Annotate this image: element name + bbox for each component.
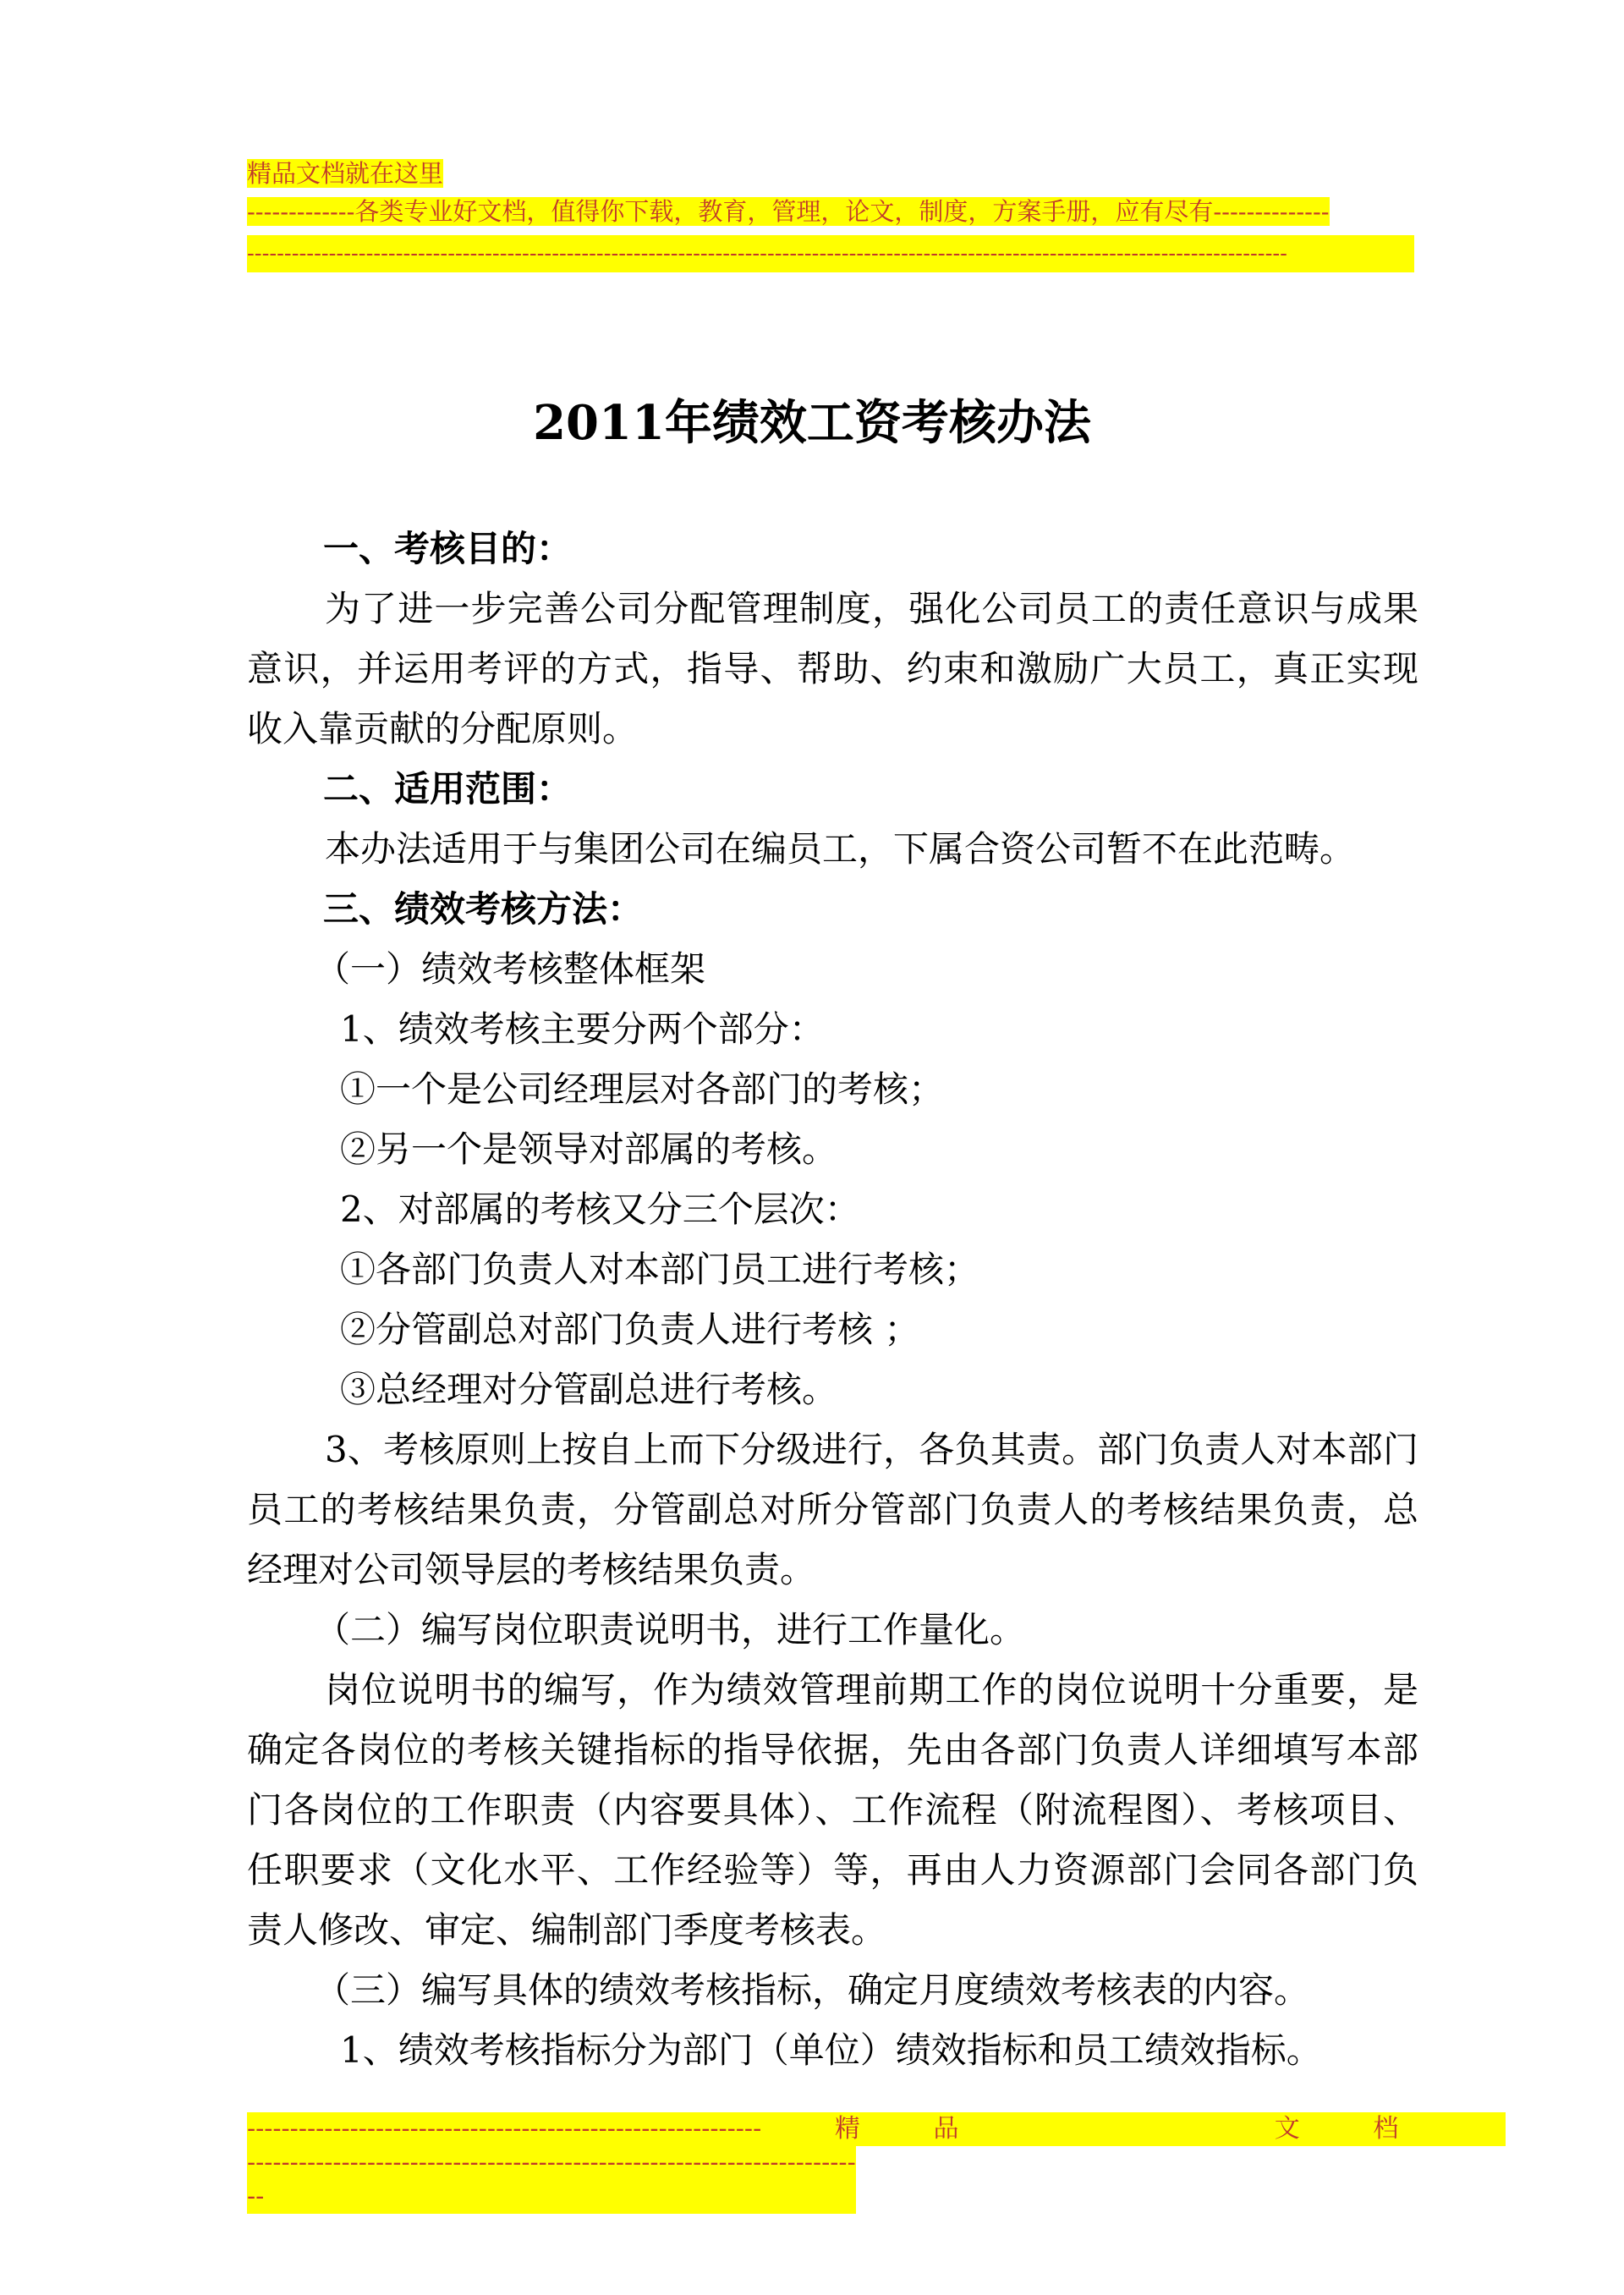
- subsection-job-description: （二）编写岗位职责说明书，进行工作量化。: [315, 1609, 1026, 1650]
- section-heading-purpose: 一、考核目的：: [323, 528, 573, 569]
- footer-dashes: ------------------------------------------------------------: [247, 2114, 762, 2144]
- footer-banner: [247, 2112, 1506, 2146]
- list-item: ③总经理对分管副总进行考核。: [340, 1369, 838, 1410]
- list-item: ②分管副总对部门负责人进行考核 ；: [340, 1309, 920, 1350]
- footer-char: 档: [1373, 2114, 1399, 2144]
- paragraph-scope: 本办法适用于与集团公司在编员工，下属合资公司暂不在此范畴。: [325, 828, 1356, 870]
- paragraph-purpose: 为了进一步完善公司分配管理制度，强化公司员工的责任意识与成果意识，并运用考评的方式，指导、帮助、约束和激励广大员工，真正实现收入靠贡献的分配原则。: [247, 588, 1418, 749]
- subsection-framework: （一）绩效考核整体框架: [315, 948, 706, 990]
- paragraph-job-description: 岗位说明书的编写，作为绩效管理前期工作的岗位说明十分重要，是确定各岗位的考核关键指标的指导依据，先由各部门负责人详细填写本部门各岗位的工作职责（内容要具体）、工作流程（附流程图）、考核项目、任职要求（文化水平、工作经验等）等，再由人力资源部门会同各部门负责人修改、审定、编制部门季度考核表。: [247, 1669, 1418, 1951]
- list-item: ①各部门负责人对本部门员工进行考核；: [340, 1249, 980, 1290]
- list-item: 1、绩效考核主要分两个部分：: [340, 1008, 825, 1050]
- list-item: 2、对部属的考核又分三个层次：: [340, 1189, 860, 1230]
- footer-char: 文: [1274, 2114, 1300, 2144]
- subsection-kpi: （三）编写具体的绩效考核指标，确定月度绩效考核表的内容。: [315, 1969, 1310, 2011]
- header-banner-title: 精品文档就在这里: [247, 159, 444, 188]
- footer-banner-dashes: -------------------------------------------------------------------------: [247, 2146, 856, 2214]
- section-heading-scope: 二、适用范围：: [323, 768, 573, 810]
- list-item: 1、绩效考核指标分为部门（单位）绩效指标和员工绩效指标。: [340, 2029, 1322, 2071]
- list-item: ②另一个是领导对部属的考核。: [340, 1128, 838, 1170]
- paragraph-principle: 3、考核原则上按自上而下分级进行，各负其责。部门负责人对本部门员工的考核结果负责，分管副总对所分管部门负责人的考核结果负责，总经理对公司领导层的考核结果负责。: [247, 1429, 1418, 1590]
- section-heading-method: 三、绩效考核方法：: [323, 888, 644, 930]
- list-item: ①一个是公司经理层对各部门的考核；: [340, 1068, 945, 1110]
- footer-char: 精: [834, 2114, 860, 2144]
- footer-char: 品: [933, 2114, 959, 2144]
- header-banner-dashes: --------------------------------------------------------------------------------------------------------------------------------------------: [247, 235, 1414, 272]
- document-title: 2011年绩效工资考核办法: [533, 395, 1091, 451]
- document-body: [247, 519, 1418, 2080]
- header-banner-slogan: -------------各类专业好文档，值得你下载，教育，管理，论文，制度，方案手册，应有尽有--------------: [247, 197, 1330, 226]
